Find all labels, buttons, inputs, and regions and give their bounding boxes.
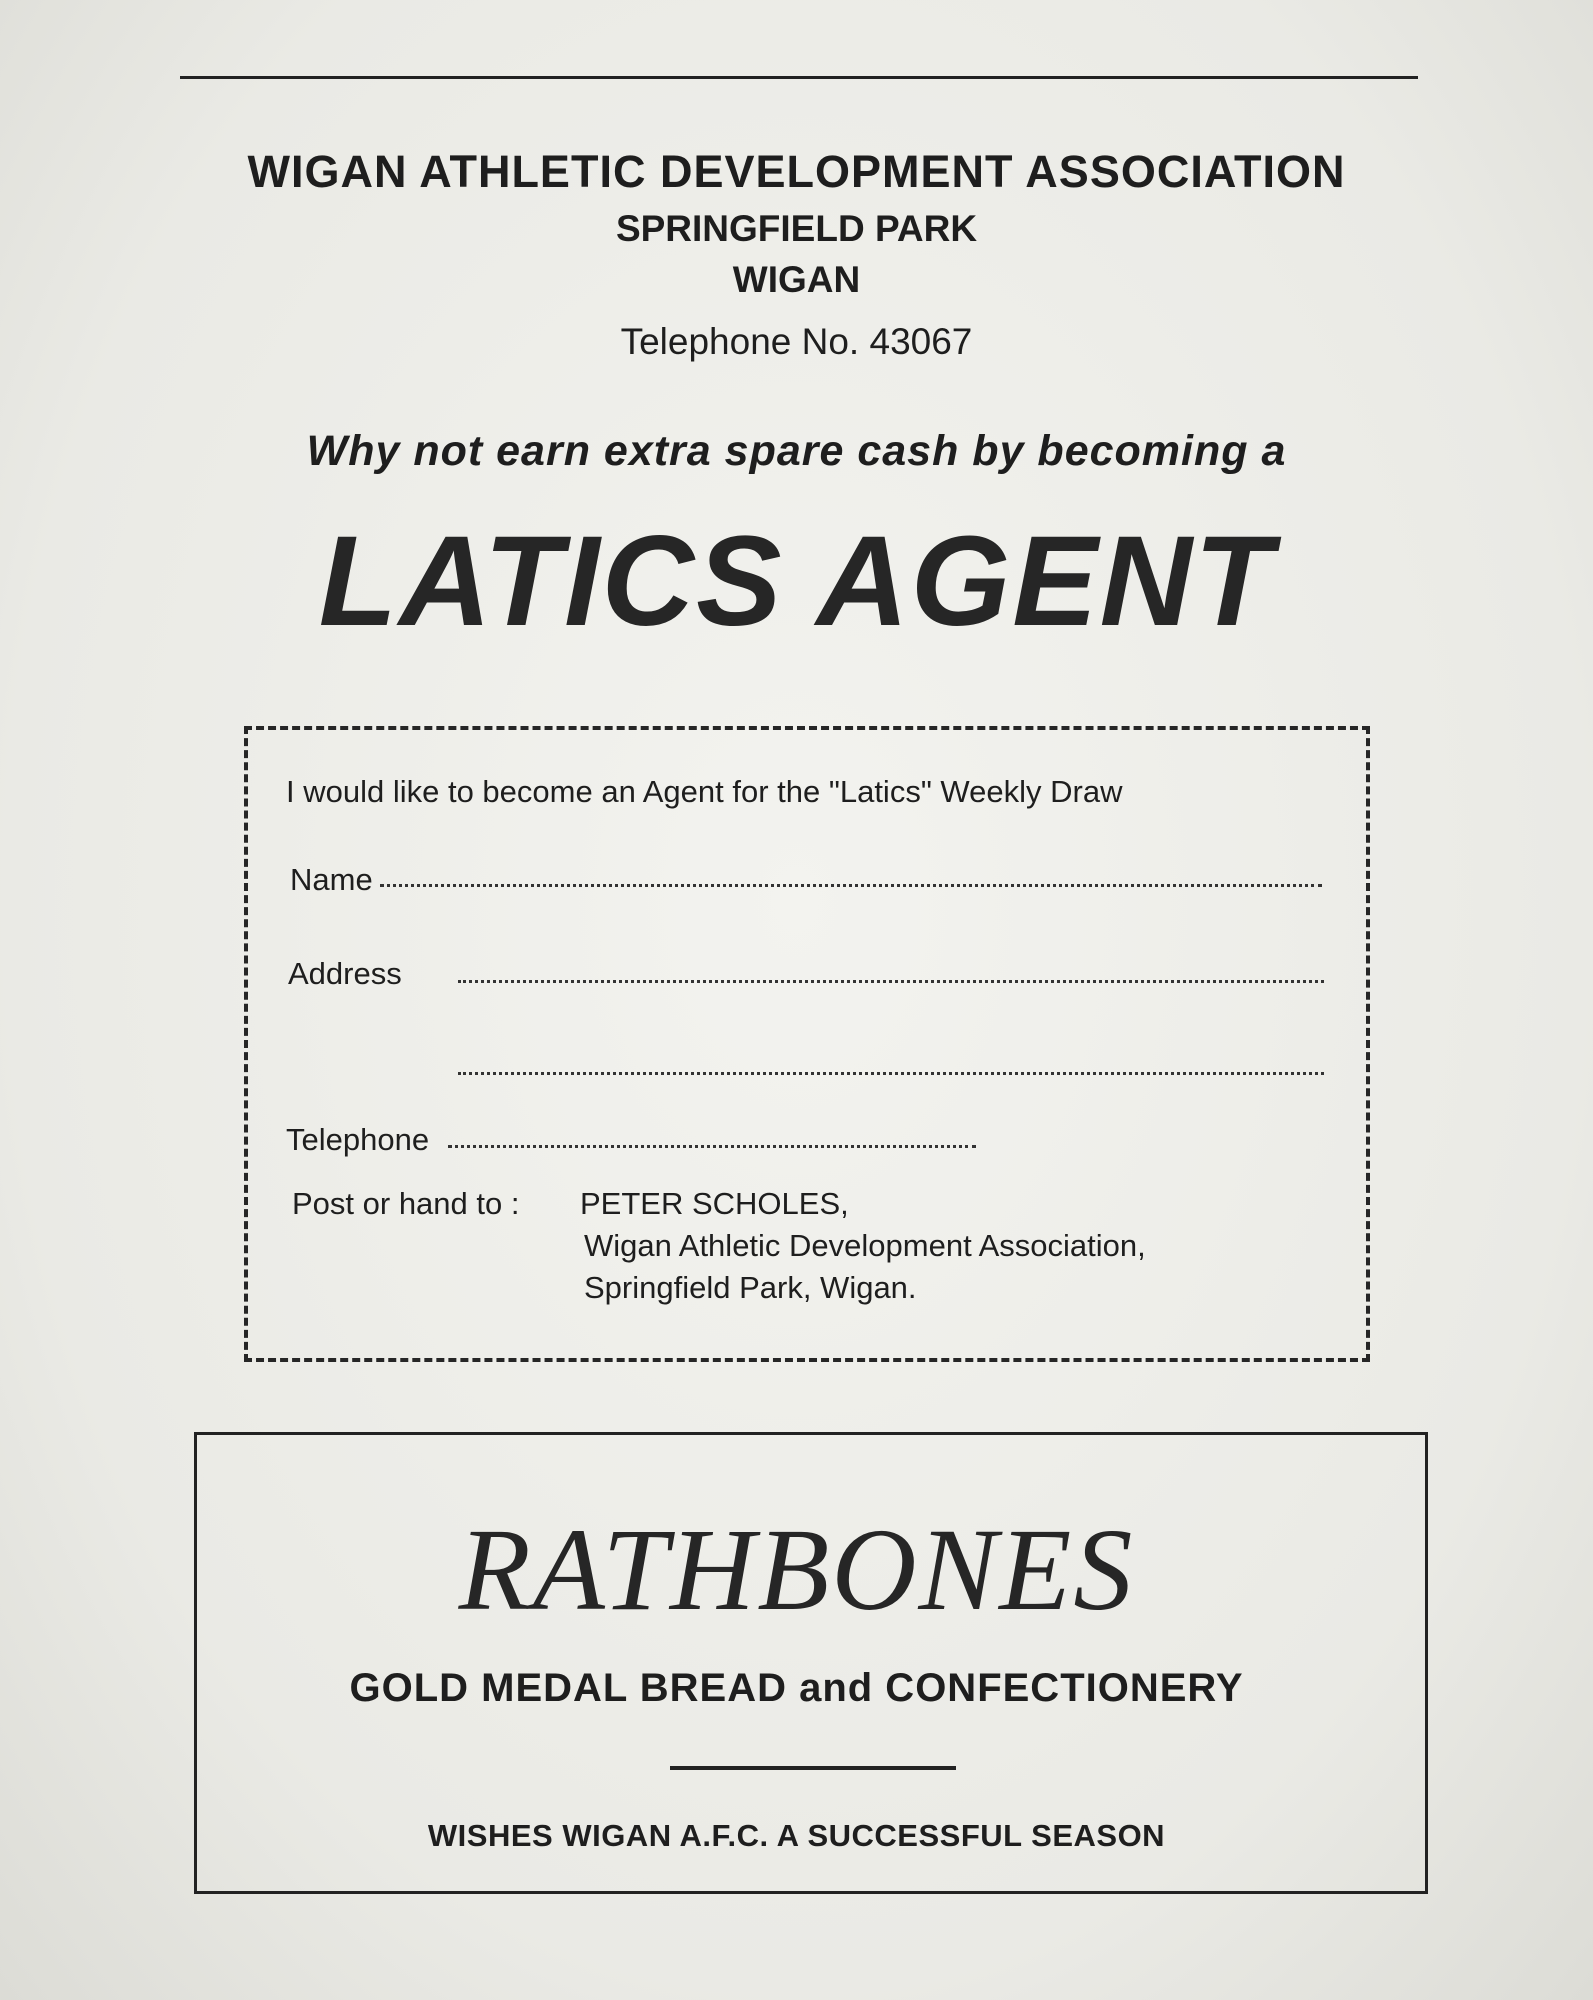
name-label: Name (290, 862, 373, 897)
post-to-label: Post or hand to : (292, 1186, 520, 1221)
address-field-line2[interactable] (458, 1072, 1324, 1075)
coupon-pledge: I would like to become an Agent for the "Latics" Weekly Draw (286, 774, 1123, 809)
organisation-name: WIGAN ATHLETIC DEVELOPMENT ASSOCIATION (247, 146, 1346, 197)
promo-headline: LATICS AGENT (318, 510, 1275, 653)
organisation-telephone: Telephone No. 43067 (620, 321, 973, 362)
organisation-address-line2: WIGAN (732, 259, 861, 300)
telephone-label: Telephone (286, 1122, 430, 1157)
post-to-address-line2: Springfield Park, Wigan. (584, 1270, 917, 1305)
post-to-address-line1: Wigan Athletic Development Association, (584, 1228, 1146, 1263)
name-field[interactable] (380, 884, 1322, 887)
advert-divider (670, 1766, 956, 1770)
post-to-name: PETER SCHOLES, (580, 1186, 849, 1221)
address-field-line1[interactable] (458, 980, 1324, 983)
address-label: Address (288, 956, 402, 991)
advert-brand: RATHBONES (458, 1504, 1135, 1635)
organisation-address-line1: SPRINGFIELD PARK (615, 208, 978, 249)
agent-coupon (244, 726, 1370, 1362)
promo-tagline: Why not earn extra spare cash by becoming a (306, 427, 1287, 475)
top-rule (180, 76, 1418, 79)
advert-products: GOLD MEDAL BREAD and CONFECTIONERY (349, 1666, 1244, 1710)
advert-message: WISHES WIGAN A.F.C. A SUCCESSFUL SEASON (427, 1818, 1166, 1853)
telephone-field[interactable] (448, 1145, 976, 1148)
